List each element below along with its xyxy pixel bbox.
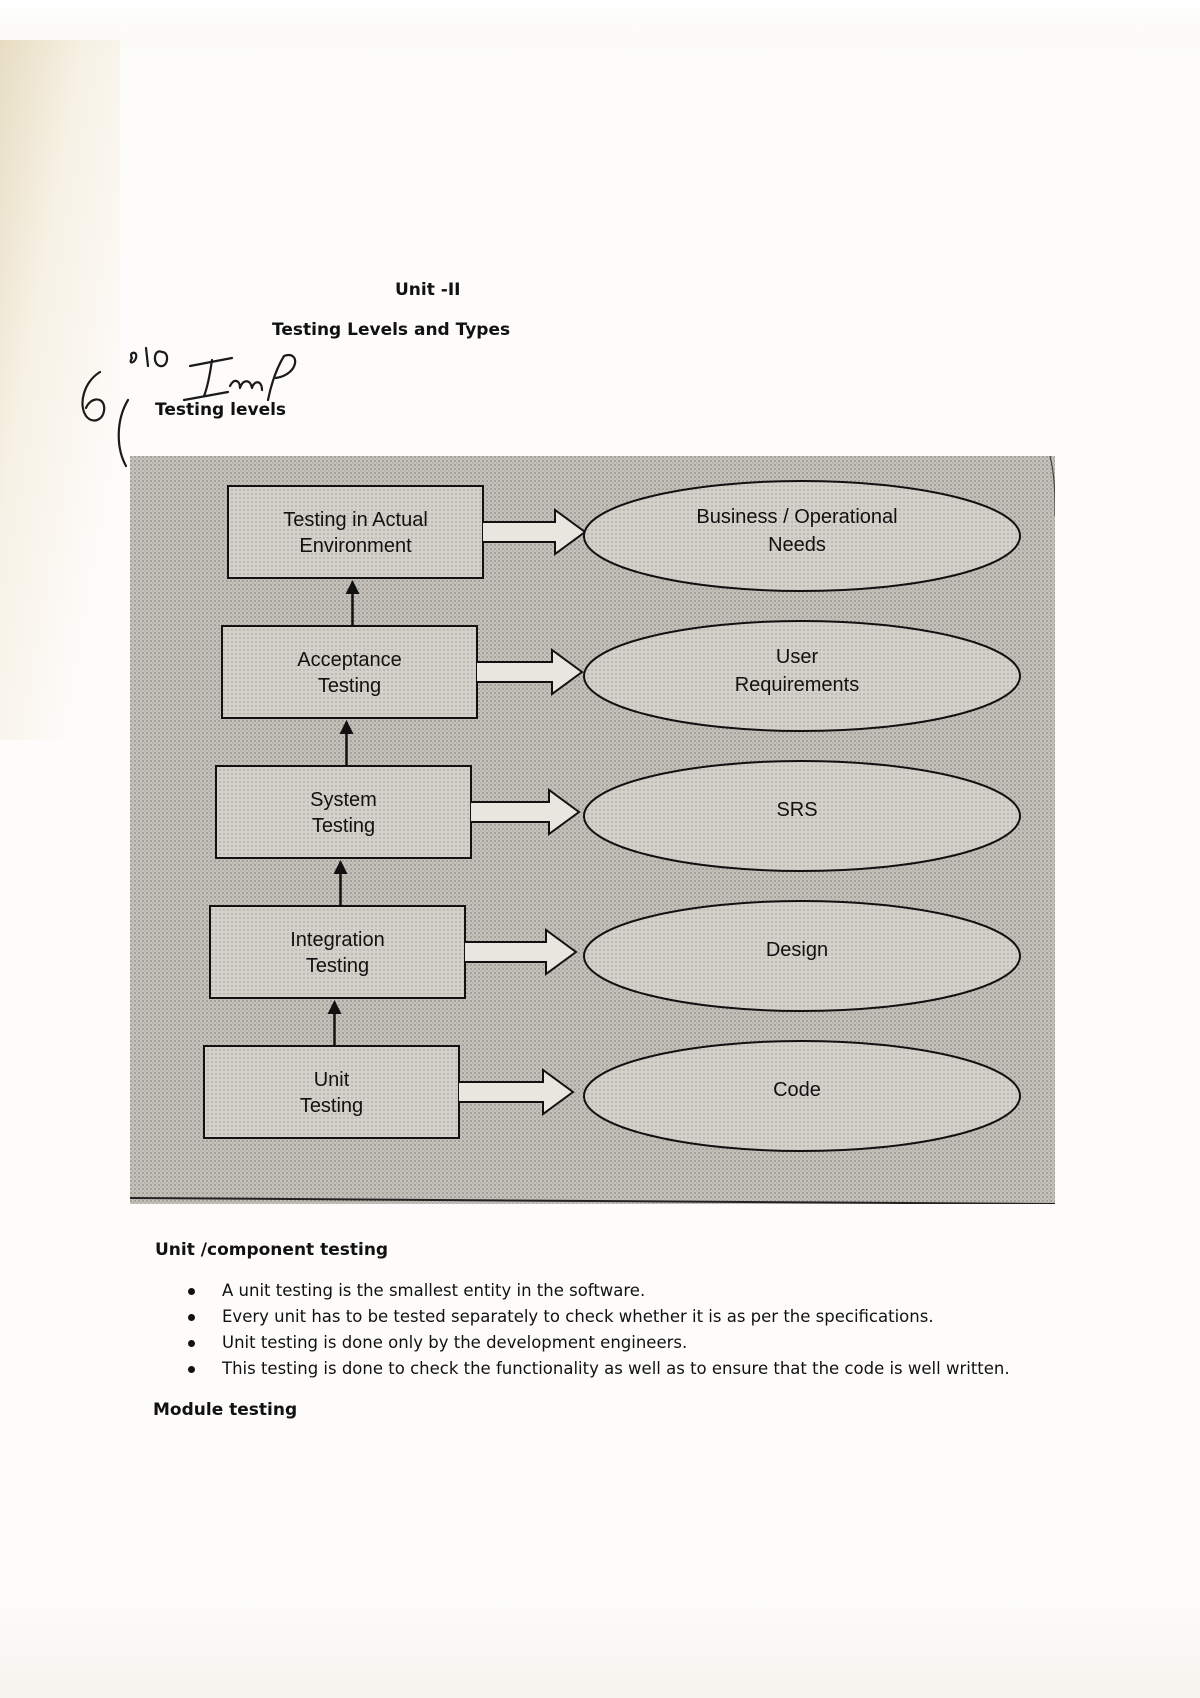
level-box-label: Environment bbox=[299, 535, 412, 557]
level-box-label: Testing bbox=[305, 955, 370, 977]
list-item-text: Unit testing is done only by the development engineers. bbox=[222, 1333, 688, 1352]
page-edge-top bbox=[0, 0, 1200, 60]
requirement-label: Needs bbox=[768, 534, 826, 556]
requirement-label: Design bbox=[765, 939, 829, 961]
level-box-testing-in-actual-environment bbox=[228, 486, 483, 578]
testing-levels-diagram bbox=[130, 456, 1055, 1204]
requirement-label: Code bbox=[773, 1079, 821, 1101]
document-title: Testing Levels and Types bbox=[272, 320, 511, 340]
list-item-text: A unit testing is the smallest entity in the software. bbox=[222, 1281, 646, 1300]
list-item bbox=[180, 1304, 1080, 1330]
level-box-label: Testing bbox=[299, 1095, 364, 1117]
unit-title: Unit -II bbox=[395, 280, 461, 300]
bullet-icon bbox=[188, 1288, 195, 1295]
unit-testing-bullet-list bbox=[180, 1278, 1080, 1382]
diagram-canvas bbox=[130, 456, 1055, 1204]
list-item-text: Every unit has to be tested separately to check whether it is as per the specifications. bbox=[222, 1307, 934, 1326]
level-box-label: Integration bbox=[290, 929, 385, 951]
requirement-label: Requirements bbox=[734, 674, 860, 696]
bullet-icon bbox=[188, 1366, 195, 1373]
bullet-icon bbox=[188, 1340, 195, 1347]
requirement-label: Business / Operational bbox=[696, 506, 898, 528]
requirement-label: User bbox=[775, 646, 819, 668]
level-box-label: Testing bbox=[311, 815, 376, 837]
level-box-label: Acceptance bbox=[297, 649, 402, 671]
list-item bbox=[180, 1278, 1080, 1304]
list-item bbox=[180, 1330, 1080, 1356]
page-edge-bottom bbox=[0, 1600, 1200, 1698]
requirement-label: SRS bbox=[776, 799, 818, 821]
level-box-acceptance-testing bbox=[222, 626, 477, 718]
module-testing-heading: Module testing bbox=[153, 1400, 298, 1420]
level-box-label: Testing in Actual bbox=[283, 509, 428, 531]
unit-component-heading: Unit /component testing bbox=[155, 1240, 389, 1260]
level-box-unit-testing bbox=[204, 1046, 459, 1138]
list-item bbox=[180, 1356, 1080, 1382]
level-box-integration-testing bbox=[210, 906, 465, 998]
level-box-label: Testing bbox=[317, 675, 382, 697]
section-heading-testing-levels: Testing levels bbox=[155, 400, 287, 420]
bullet-icon bbox=[188, 1314, 195, 1321]
list-item-text: This testing is done to check the functionality as well as to ensure that the code is well written. bbox=[222, 1359, 1010, 1378]
level-box-system-testing bbox=[216, 766, 471, 858]
level-box-label: Unit bbox=[313, 1069, 350, 1091]
level-box-label: System bbox=[310, 789, 377, 811]
